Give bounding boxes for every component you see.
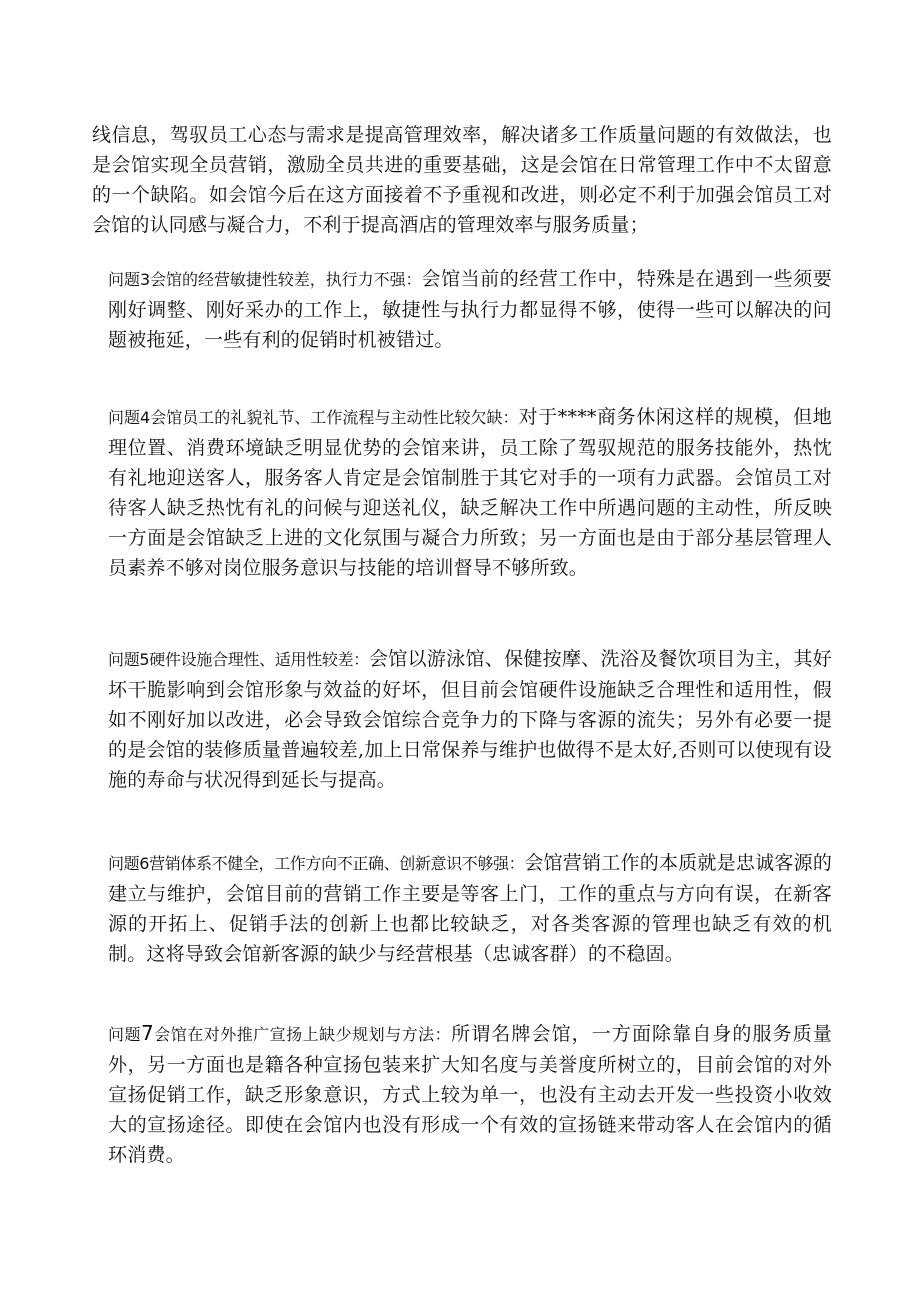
heading-number: 5 — [139, 650, 150, 669]
paragraph-problem-6 — [108, 848, 832, 969]
problem-heading — [108, 270, 422, 289]
paragraph-body: 对于****商务休闲这样的规模，但地理位置、消费环境缺乏明显优势的会馆来讲，员工除了驾驭规范的服务技能外，热忱有礼地迎送客人，服务客人肯定是会馆制胜于其它对手的一项有力武器。会馆员工对待客人缺乏热忱有礼的问候与迎送礼仪，缺乏解决工作中所遇问题的主动性，所反映一方面是会馆缺乏上进的文化氛围与凝合力所致；另一方面也是由于部分基层管理人员素养不够对岗位服务意识与技能的培训督导不够所致。 — [108, 406, 832, 579]
paragraph-problem-5 — [108, 644, 832, 795]
heading-prefix: 问题 — [108, 408, 141, 427]
problem-heading — [108, 650, 369, 669]
problem-heading — [108, 854, 524, 873]
paragraph-body: 会馆以游泳馆、保健按摩、洗浴及餐饮项目为主，其好坏干脆影响到会馆形象与效益的好坏，但目前会馆硬件设施缺乏合理性和适用性，假如不刚好加以改进，必会导致会馆综合竞争力的下降与客源的流失；另外有必要一提的是会馆的装修质量普遍较差,加上日常保养与维护也做得不是太好,否则可以使现有设施的寿命与状况得到延长与提高。 — [108, 648, 832, 791]
heading-number: 6 — [139, 854, 150, 873]
paragraph-body: 线信息，驾驭员工心态与需求是提高管理效率，解决诸多工作质量问题的有效做法，也是会馆实现全员营销，激励全员共进的重要基础，这是会馆在日常管理工作中不太留意的一个缺陷。如会馆今后在这方面接着不予重视和改进，则必定不利于加强会馆员工对会馆的认同感与凝合力，不利于提高酒店的管理效率与服务质量； — [92, 124, 832, 236]
paragraph-problem-3 — [108, 264, 832, 355]
heading-title: 会馆员工的礼貌礼节、工作流程与主动性比较欠缺： — [149, 408, 519, 427]
heading-prefix: 问题 — [108, 1025, 141, 1044]
paragraph-problem-7 — [108, 1018, 832, 1170]
heading-number: 4 — [140, 408, 150, 427]
heading-title: 营销体系不健全，工作方向不正确、创新意识不够强： — [149, 854, 525, 873]
heading-number: 3 — [139, 270, 150, 289]
paragraph-body: 所谓名牌会馆，一方面除靠自身的服务质量外，另一方面也是籍各种宣扬包装来扩大知名度与美誉度所树立的，目前会馆的对外宣扬促销工作，缺乏形象意识，方式上较为单一，也没有主动去开发一些投资小收效大的宣扬途径。即使在会馆内也没有形成一个有效的宣扬链来带动客人在会馆内的循环消费。 — [108, 1023, 832, 1166]
problem-heading — [108, 1021, 452, 1045]
paragraph-body: 会馆营销工作的本质就是忠诚客源的建立与维护，会馆目前的营销工作主要是等客上门，工作的重点与方向有误，在新客源的开拓上、促销手法的创新上也都比较缺乏，对各类客源的管理也缺乏有效的机制。这将导致会馆新客源的缺少与经营根基（忠诚客群）的不稳固。 — [108, 852, 833, 965]
heading-title: 会馆在对外推广宣扬上缺少规划与方法： — [153, 1025, 452, 1044]
paragraph-body: 会馆当前的经营工作中，特殊是在遇到一些须要刚好调整、刚好采办的工作上，敏捷性与执行力都显得不够，使得一些可以解决的问题被拖延，一些有利的促销时机被错过。 — [108, 268, 833, 351]
heading-prefix: 问题 — [108, 650, 140, 669]
heading-prefix: 问题 — [108, 270, 140, 289]
heading-title: 硬件设施合理性、适用性较差： — [149, 650, 369, 669]
problem-heading — [108, 408, 519, 427]
heading-number: 7 — [141, 1021, 154, 1045]
heading-prefix: 问题 — [108, 854, 140, 873]
heading-title: 会馆的经营敏捷性较差，执行力不强： — [149, 270, 422, 289]
paragraph-problem-4 — [108, 402, 832, 583]
paragraph-intro-continuation — [92, 120, 832, 240]
